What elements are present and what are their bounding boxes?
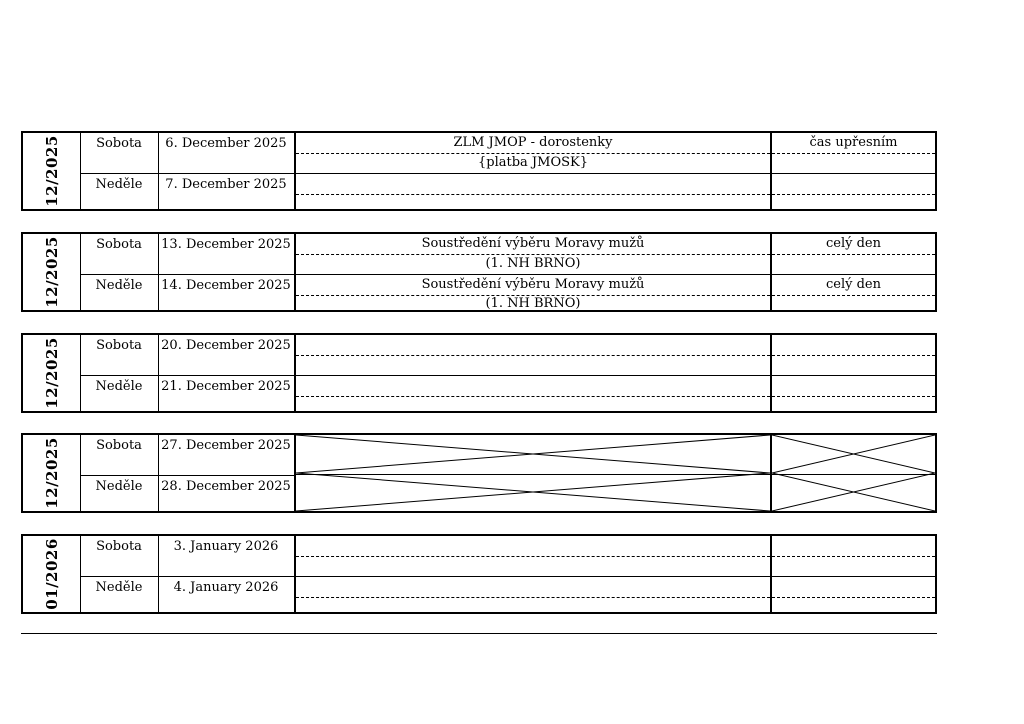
date-text: 4. January 2026 [173, 580, 279, 595]
event-column [296, 536, 772, 612]
date-text: 27. December 2025 [161, 438, 291, 453]
week-block [21, 131, 937, 211]
day-name: Sobota [96, 237, 142, 252]
month-label: 12/2025 [42, 236, 61, 308]
event-column [296, 133, 772, 209]
cross-out-mark [296, 435, 770, 511]
event-column-crossed [296, 435, 772, 511]
day-name: Neděle [95, 479, 143, 494]
month-label: 12/2025 [42, 135, 61, 207]
week-block [21, 534, 937, 614]
day-name: Sobota [96, 338, 142, 353]
time-column [772, 133, 935, 209]
event-line: Soustředění výběru Moravy mužů [421, 236, 645, 251]
day-column [80, 536, 159, 612]
day-column [80, 133, 159, 209]
date-text: 13. December 2025 [161, 237, 291, 252]
time-text: čas upřesním [809, 135, 898, 150]
month-column [23, 435, 81, 511]
day-name: Neděle [95, 177, 143, 192]
time-text: celý den [826, 236, 881, 251]
date-column [158, 536, 296, 612]
date-column [158, 234, 296, 310]
footer-rule [21, 633, 937, 634]
event-line: Soustředění výběru Moravy mužů [421, 277, 645, 292]
month-label: 12/2025 [42, 437, 61, 509]
date-text: 3. January 2026 [173, 539, 279, 554]
day-name: Sobota [96, 136, 142, 151]
time-column-crossed [772, 435, 935, 511]
time-column [772, 536, 935, 612]
date-text: 28. December 2025 [161, 479, 291, 494]
day-name: Neděle [95, 278, 143, 293]
month-column [23, 133, 81, 209]
time-text: celý den [826, 277, 881, 292]
date-text: 6. December 2025 [165, 136, 287, 151]
month-label: 12/2025 [42, 337, 61, 409]
cross-out-mark [772, 435, 935, 511]
day-column [80, 234, 159, 310]
event-column [296, 335, 772, 411]
day-name: Sobota [96, 539, 142, 554]
date-column [158, 435, 296, 511]
month-column [23, 335, 81, 411]
time-column [772, 234, 935, 310]
day-name: Neděle [95, 580, 143, 595]
month-column [23, 234, 81, 310]
day-column [80, 435, 159, 511]
event-line: (1. NH BRNO) [485, 256, 581, 271]
date-column [158, 335, 296, 411]
month-column [23, 536, 81, 612]
date-column [158, 133, 296, 209]
day-column [80, 335, 159, 411]
event-column [296, 234, 772, 310]
event-line: (1. NH BRNO) [485, 296, 581, 311]
week-block [21, 333, 937, 413]
day-name: Neděle [95, 379, 143, 394]
date-text: 7. December 2025 [165, 177, 287, 192]
date-text: 21. December 2025 [161, 379, 291, 394]
week-block-crossed [21, 433, 937, 513]
date-text: 14. December 2025 [161, 278, 291, 293]
time-column [772, 335, 935, 411]
week-block [21, 232, 937, 312]
day-name: Sobota [96, 438, 142, 453]
event-line: {platba JMOSK} [478, 155, 588, 170]
month-label: 01/2026 [42, 538, 61, 610]
date-text: 20. December 2025 [161, 338, 291, 353]
event-line: ZLM JMOP - dorostenky [453, 135, 613, 150]
